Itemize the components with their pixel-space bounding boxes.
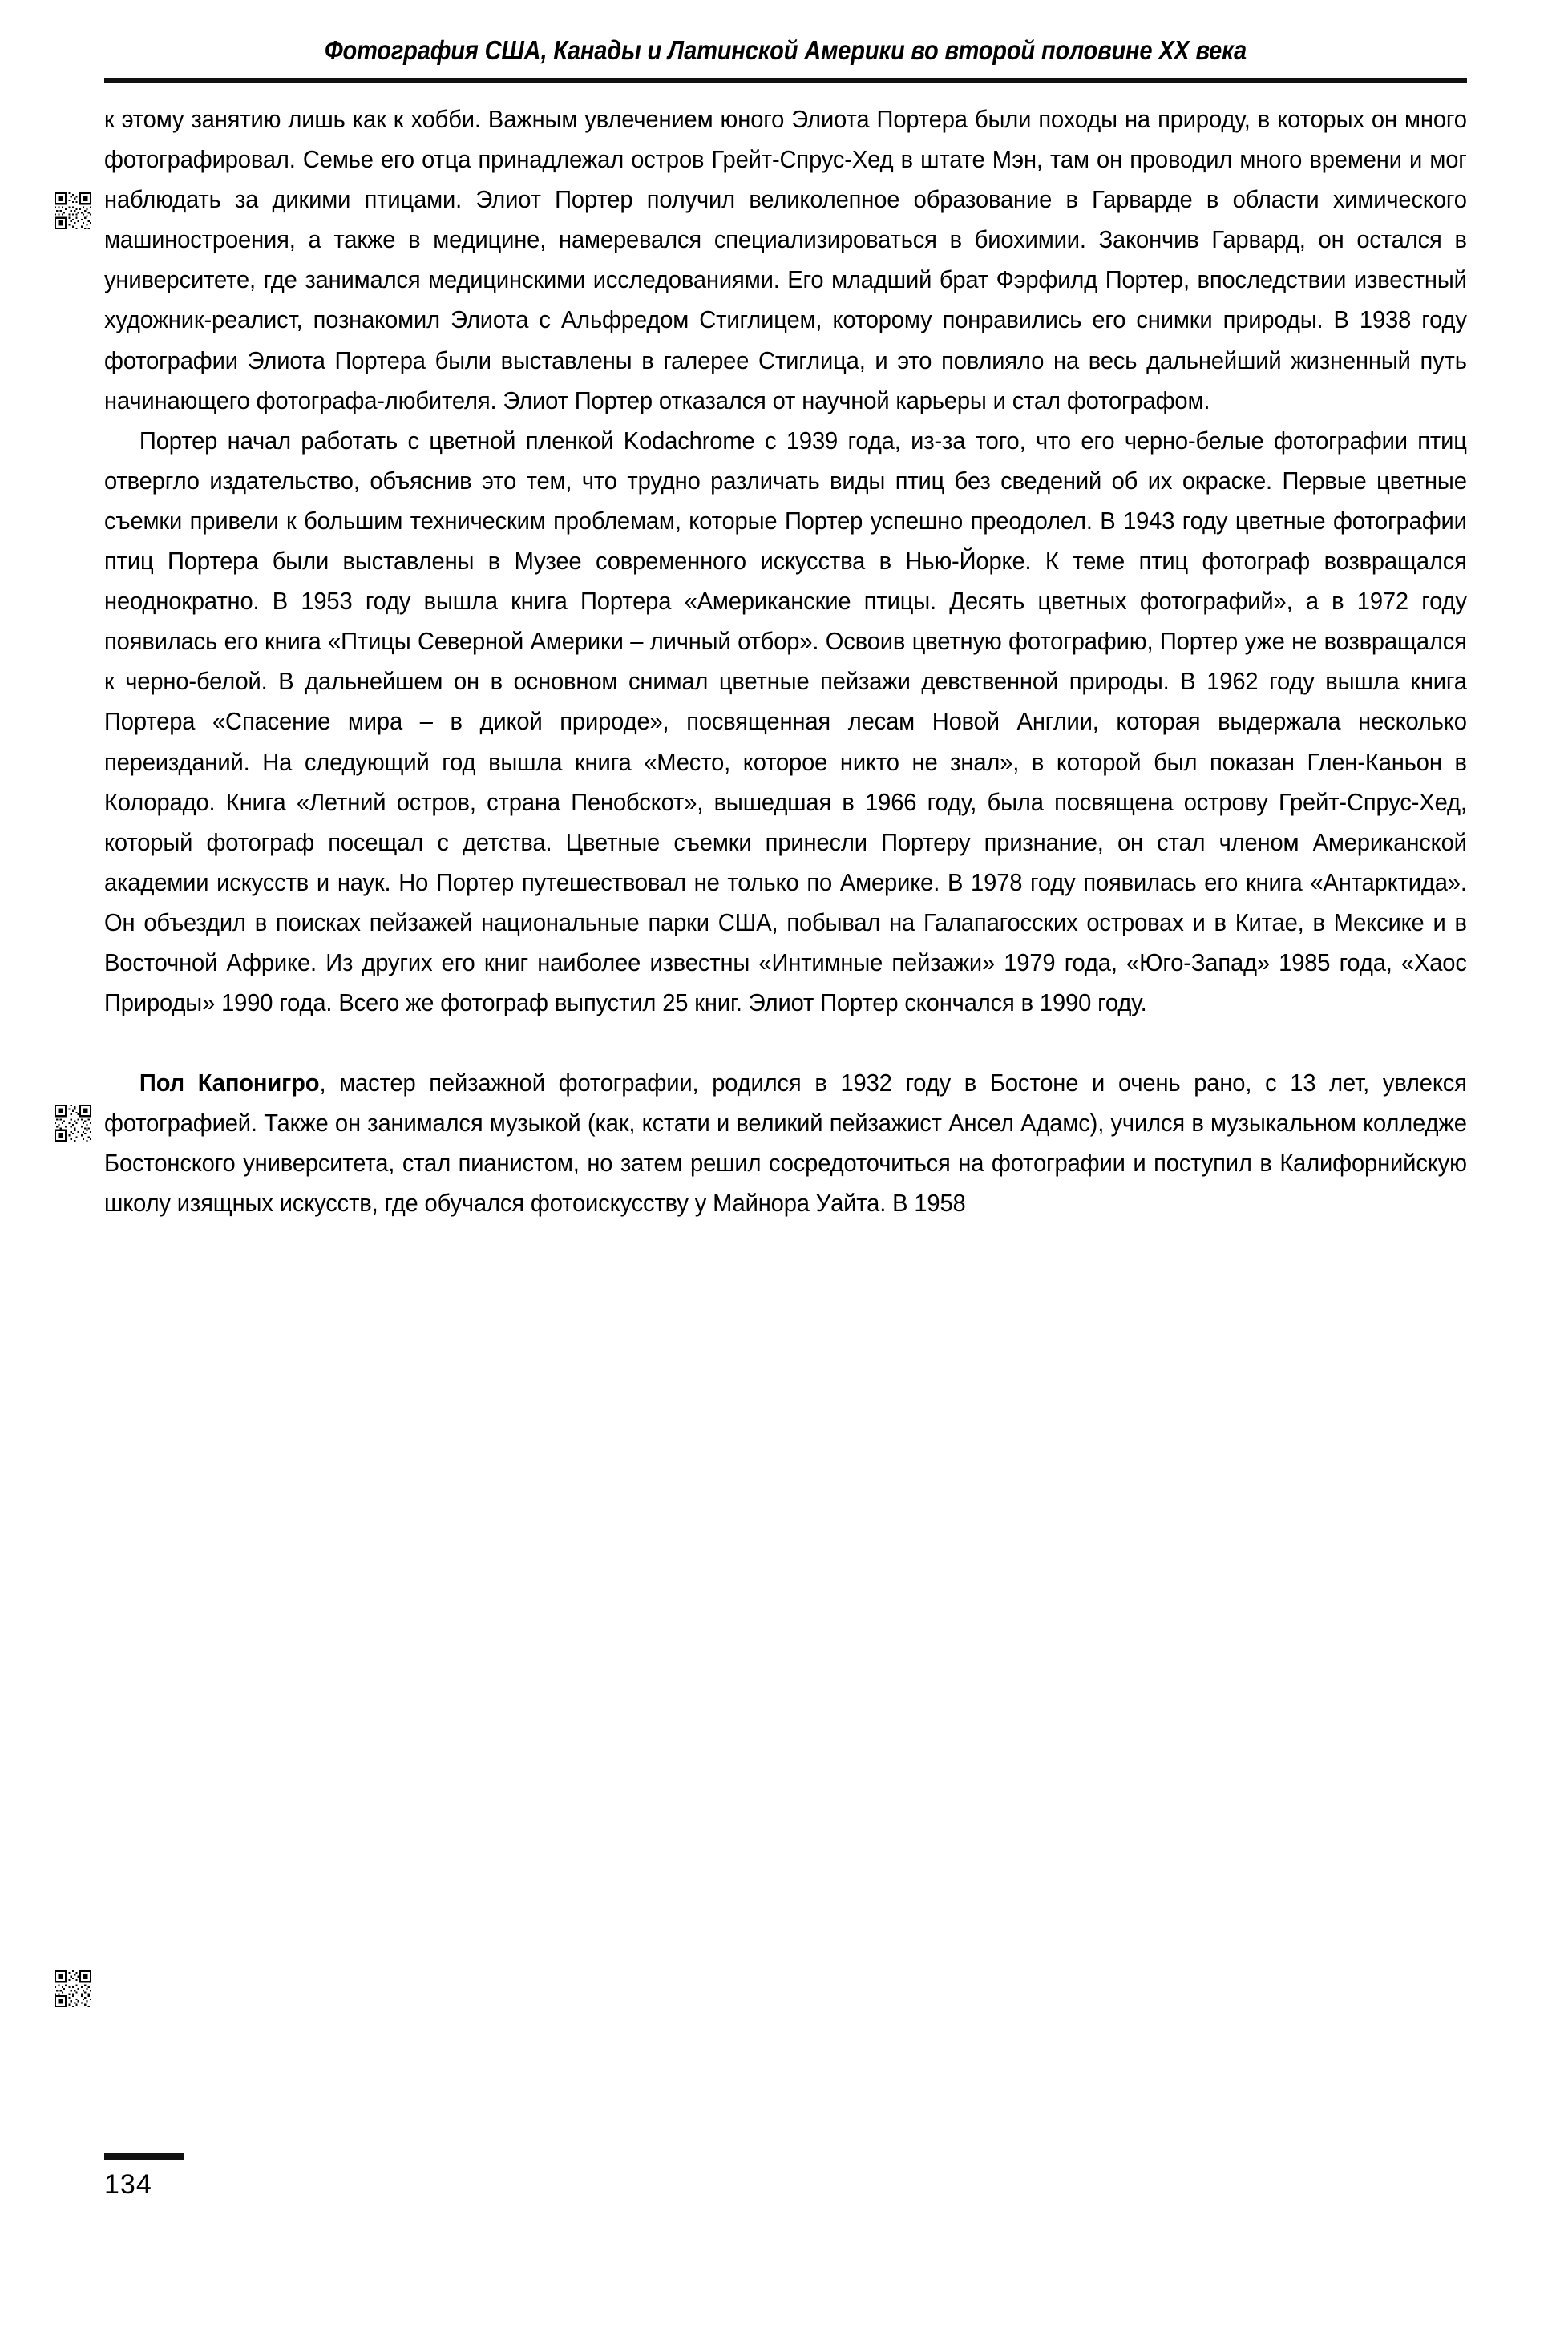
header-rule bbox=[104, 78, 1467, 83]
paragraph-2: Портер начал работать с цветной пленкой Kodachrome с 1939 года, из-за того, что его черно-белые фотографии птиц отвергло издательство, объяснив это тем, что трудно различать виды птиц без сведений об их окраске. Первые цветные съемки привели к большим техническим проблемам, которые Портер успешно преодолел. В 1943 году цветные фотографии птиц Портера были выставлены в Музее современного искусства в Нью-Йорке. К теме птиц фотограф возвращался неоднократно. В 1953 году вышла книга Портера «Американские птицы. Десять цветных фотографий», а в 1972 году появилась его книга «Птицы Северной Америки – личный отбор». Освоив цветную фотографию, Портер уже не возвращался к черно-белой. В дальнейшем он в основном снимал цветные пейзажи девственной природы. В 1962 году вышла книга Портера «Спасение мира – в дикой природе», посвященная лесам Новой Англии, которая выдержала несколько переизданий. На следующий год вышла книга «Место, которое никто не знал», в которой был показан Глен-Каньон в Колорадо. Книга «Летний остров, страна Пенобскот», вышедшая в 1966 году, была посвящена острову Грейт-Спрус-Хед, который фотограф посещал с детства. Цветные съемки принесли Портеру признание, он стал членом Американской академии искусств и наук. Но Портер путешествовал не только по Америке. В 1978 году появилась его книга «Антарктида». Он объездил в поисках пейзажей национальные парки США, побывал на Галапагосских островах и в Китае, в Мексике и в Восточной Африке. Из других его книг наиболее известны «Интимные пейзажи» 1979 года, «Юго-Запад» 1985 года, «Хаос Природы» 1990 года. Всего же фотограф выпустил 25 книг. Элиот Портер скончался в 1990 году. bbox=[104, 426, 1467, 1017]
paragraph-3-body: , мастер пейзажной фотографии, родился в 1932 году в Бостоне и очень рано, с 13 лет, увлекся фотографией. Также он занимался музыкой (как, кстати и великий пейзажист Ансел Адамс), учился в музыкальном колледже Бостонского университета, стал пианистом, но затем решил сосредоточиться на фотографии и поступил в Калифорнийскую школу изящных искусств, где обучался фотоискусству у Майнора Уайта. В 1958 bbox=[104, 1069, 1467, 1218]
qr-code-middle[interactable] bbox=[55, 1105, 91, 1142]
body-text-column bbox=[104, 99, 1467, 1224]
page-number: 134 bbox=[104, 2169, 152, 2200]
person-name-caponigro: Пол Капонигро bbox=[139, 1069, 320, 1097]
qr-code-top[interactable] bbox=[55, 192, 91, 229]
paragraph-3 bbox=[104, 1063, 1467, 1223]
running-head: Фотография США, Канады и Латинской Америки во второй половине XX века bbox=[324, 35, 1247, 65]
paragraph-1: к этому занятию лишь как к хобби. Важным увлечением юного Элиота Портера были походы на природу, в которых он много фотографировал. Семье его отца принадлежал остров Грейт-Спрус-Хед в штате Мэн, там он проводил много времени и мог наблюдать за дикими птицами. Элиот Портер получил великолепное образование в Гарварде в области химического машиностроения, а также в медицине, намеревался специализироваться в биохимии. Закончив Гарвард, он остался в университете, где занимался медицинскими исследованиями. Его младший брат Фэрфилд Портер, впоследствии известный художник-реалист, познакомил Элиота с Альфредом Стиглицем, которому понравились его снимки природы. В 1938 году фотографии Элиота Портера были выставлены в галерее Стиглица, и это повлияло на весь дальнейший жизненный путь начинающего фотографа-любителя. Элиот Портер отказался от научной карьеры и стал фотографом. bbox=[104, 106, 1467, 414]
qr-code-bottom[interactable] bbox=[55, 1970, 91, 2007]
footer-rule bbox=[104, 2153, 184, 2160]
